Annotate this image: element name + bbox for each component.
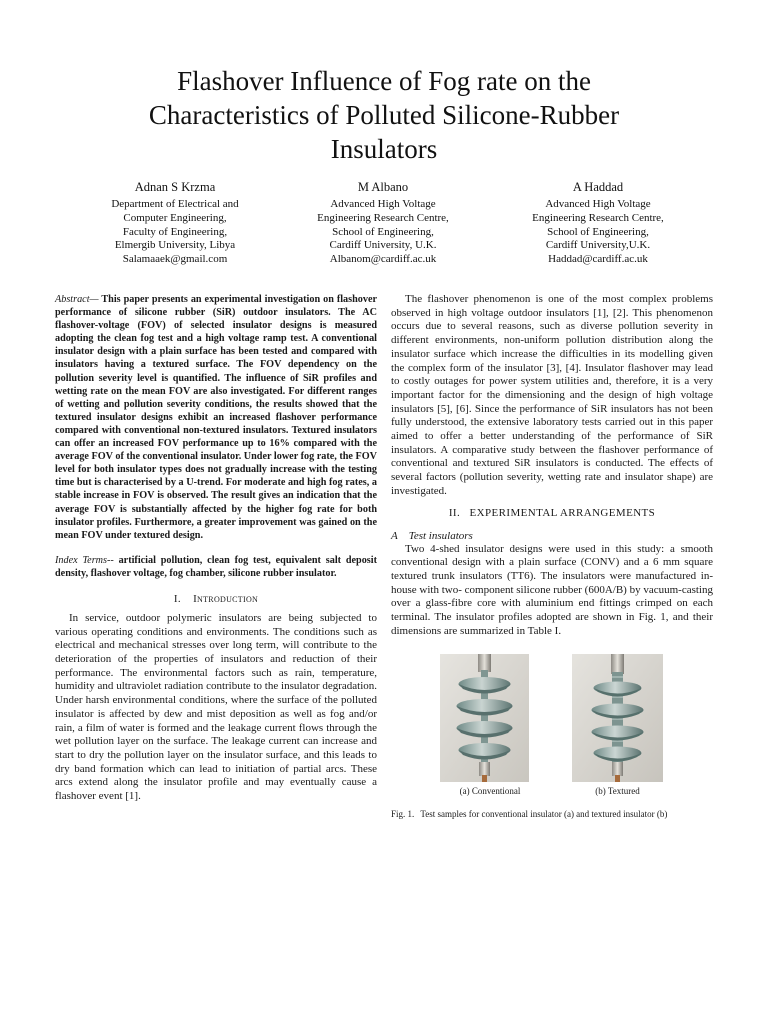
section-number: I.: [173, 592, 181, 605]
figure-caption: [391, 808, 713, 820]
figure-label: Fig. 1.: [391, 809, 415, 820]
author-name: Adnan S Krzma: [134, 180, 216, 194]
affiliation-line: Cardiff University, U.K.: [329, 239, 437, 252]
index-terms-body: artificial pollution, clean fog test, equivalent salt deposit density, flashover voltage, fog chamber, silicone rubber insulator.: [55, 554, 377, 579]
conventional-insulator-photo: [440, 654, 529, 782]
author-email: Salamaaek@gmail.com: [122, 253, 228, 266]
intro-continuation-paragraph: The flashover phenomenon is one of the most complex problems observed in high voltage outdoor insulators [1], [2]. This phenomenon occurs due to several reasons, such as diverse pollution severity in different environments, non-uniform pollution distribution along the insulator surface which increase the difficulties in its modelling given the complex form of the insulator [3], [4]. Insulator flashover may lead to costly outages for power system utilities and, therefore, it is a very important factor for the dimensioning and the design of high voltage insulators [5], [6]. Since the performance of SiR insulators has not been fully understood, the extensive laboratory tests carried out in this paper aimed to offer a better understanding of the performance of SiR insulators. A comparative study between the flashover performance of conventional and textured SiR insulators is conducted. The effects of several factors (pollution severity, wetting rate and insulator shape) are investigated.: [391, 293, 713, 497]
subcaption-conventional: (a) Conventional: [459, 786, 521, 797]
title-line-1: Flashover Influence of Fog rate on the: [177, 66, 591, 96]
affiliation-line: Engineering Research Centre,: [532, 211, 664, 224]
section-title: EXPERIMENTAL ARRANGEMENTS: [469, 506, 656, 519]
figure-caption-text: Test samples for conventional insulator (a) and textured insulator (b): [420, 809, 668, 820]
textured-insulator-photo: [572, 654, 663, 782]
affiliation-line: Cardiff University,U.K.: [545, 239, 651, 252]
author-name: M Albano: [357, 180, 409, 194]
index-terms-lead: Index Terms--: [55, 554, 114, 566]
section-number: II.: [448, 506, 461, 519]
affiliation-line: Elmergib University, Libya: [114, 239, 236, 252]
section-heading-experimental: [391, 506, 713, 520]
author-krzma: [80, 178, 270, 267]
right-column: [391, 293, 713, 824]
subcaption-textured: (b) Textured: [595, 786, 640, 797]
author-name: A Haddad: [572, 180, 624, 194]
section-heading-introduction: [55, 592, 377, 606]
paper-title: [60, 64, 708, 166]
affiliation-line: Department of Electrical and: [111, 198, 239, 210]
figure-1: [391, 654, 713, 824]
affiliation-line: Faculty of Engineering,: [122, 225, 228, 238]
subsection-title: Test insulators: [408, 529, 473, 542]
author-haddad: [500, 178, 696, 267]
affiliation-line: Computer Engineering,: [123, 211, 227, 224]
subsection-letter: A: [391, 529, 398, 542]
section-title: Introduction: [193, 592, 259, 605]
affiliation-line: Advanced High Voltage: [330, 198, 436, 210]
abstract-body: This paper presents an experimental investigation on flashover performance of silicone rubber (SiR) outdoor insulators. The AC flashover-voltage (FOV) of selected insulator designs is measured adopting the clean fog test and a high voltage ramp test. A conventional insulator design with a plain surface has been tested and compared with insulators having a textured surface. The FOV dependency on the pollution severity level is quantified. The influence of SiR profiles and wetting rate on the mean FOV are also investigated. For different ranges of wetting and pollution severity conditions, the results showed that the textured insulator designs exhibit an increased flashover performance compared with conventional non-textured insulators. Textured insulators can offer an increased FOV performance up to 16% compared with the average FOV of the conventional insulator. Under lower fog rate, the FOV level for both insulator types does not gradually increase with the testing time but is characterised by a U-trend. For moderate and high fog rates, a stable increase in FOV is observed. The result gives an indication that the average FOV is substantially affected by the higher fog rate for both insulator profiles. Furthermore, a greater improvement was gained on the mean FOV under textured design.: [55, 294, 377, 541]
abstract: [55, 293, 377, 542]
author-email: Haddad@cardiff.ac.uk: [548, 253, 648, 266]
title-line-3: Insulators: [330, 134, 438, 164]
test-insulators-paragraph: Two 4-shed insulator designs were used in this study: a smooth conventional design with a plain surface (CONV) and a 6 mm square textured trunk insulators (TT6). The insulators were manufactured in-house with two- component silicone rubber (600A/B) by vacuum-casting over a glass-fibre core with aluminium end fittings crimped on each terminal. The insulator profiles adopted are shown in Fig. 1, and their dimensions are summarized in Table I.: [391, 542, 713, 637]
author-email: Albanom@cardiff.ac.uk: [329, 253, 437, 266]
introduction-paragraph: In service, outdoor polymeric insulators are being subjected to various operating conditions and environments. The conditions such as electrical and mechanical stresses over long term, will contribute to the deterioration of the properties of insulators and reduction of their performance. The environmental factors such as rain, temperature, humidity and ultraviolet radiation contribute to the insulator degradation. Under harsh environmental conditions, where the surface of the polluted insulator is affected by dew and mist deposition as well as fog and/or rain, a film of water is formed and the leakage current flows through the wet pollution layer on the surface. The leakage current can increase and start to dry the pollution layer on the insulator surface, and this leads to dry band formation which can lead to initiation of partial arcs. These arcs extend along the insulator profile and may eventually cause a flashover event [1].: [55, 611, 377, 803]
author-albano: [286, 178, 480, 267]
affiliation-line: School of Engineering,: [547, 225, 649, 238]
abstract-lead: Abstract—: [55, 294, 99, 305]
affiliation-line: Engineering Research Centre,: [317, 211, 449, 224]
affiliation-line: Advanced High Voltage: [545, 198, 651, 210]
left-column: [55, 293, 377, 804]
title-line-2: Characteristics of Polluted Silicone-Rubber: [148, 100, 620, 130]
affiliation-line: School of Engineering,: [332, 225, 434, 238]
subsection-heading: [391, 529, 713, 543]
index-terms: [55, 554, 377, 580]
